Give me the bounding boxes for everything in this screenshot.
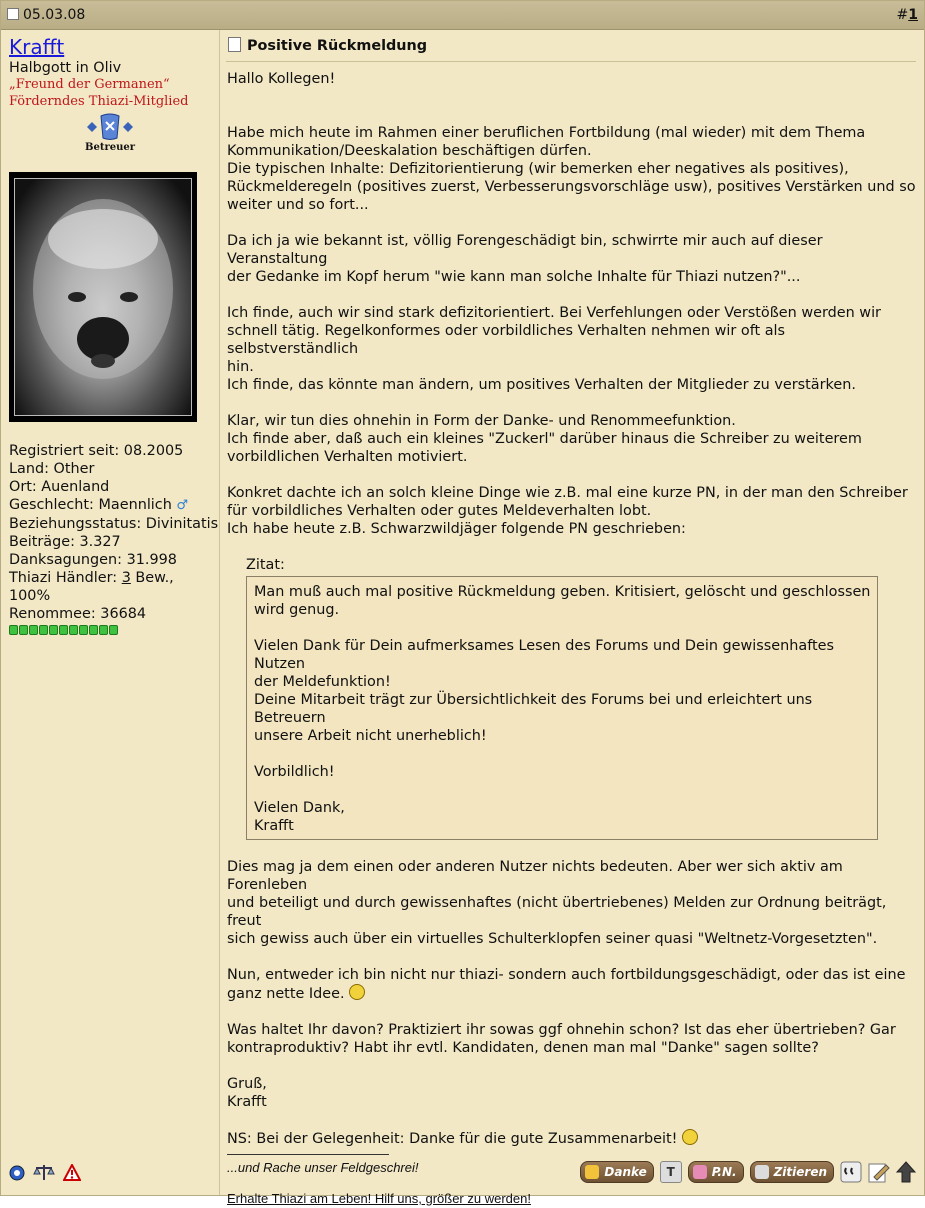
report-warning-icon[interactable] — [63, 1164, 81, 1182]
scroll-top-arrow-icon[interactable] — [896, 1161, 916, 1183]
stat-danksagungen: Danksagungen: 31.998 — [9, 552, 177, 568]
user-avatar — [9, 172, 197, 422]
user-rank: „Freund der Germanen“ — [9, 77, 170, 92]
user-action-icons — [9, 1164, 81, 1182]
stat-haendler-percent: 100% — [9, 588, 51, 604]
multi-quote-icon[interactable] — [840, 1161, 862, 1183]
quote-label: Zitat: — [246, 557, 285, 573]
quote-icon — [755, 1165, 769, 1179]
signature-line: ...und Rache unser Feldgeschrei! — [227, 1160, 419, 1175]
post-action-buttons — [580, 1161, 916, 1183]
thumbs-up-icon — [585, 1165, 599, 1179]
post-number-link[interactable]: 1 — [908, 7, 918, 23]
post-content-panel — [220, 30, 924, 1206]
paragraph: Klar, wir tun dies ohnehin in Form der Danke- und Renommeefunktion. Ich finde aber, daß auch ein kleines "Zuckerl" darüber hinaus die Schreiber zu weiterem vorbildlichen Verhalten motiviert. — [227, 413, 862, 465]
signature-divider — [227, 1154, 389, 1155]
stat-geschlecht: Geschlecht: Maennlich ♂ — [9, 497, 189, 513]
betreuer-badge-icon: Betreuer — [79, 112, 141, 156]
post-header — [1, 1, 924, 30]
signature-link[interactable]: Erhalte Thiazi am Leben! Hilf uns, größer zu werden! — [227, 1191, 531, 1206]
pn-button[interactable]: P.N. — [688, 1161, 744, 1183]
zitieren-button[interactable]: Zitieren — [750, 1161, 834, 1183]
paragraph: Ich finde, auch wir sind stark defizitorientiert. Bei Verfehlungen oder Verstößen werden wir schnell tätig. Regelkonformes oder vorbildliches Verhalten nehmen wir oft als selbstverständlich hin. Ich finde, das könnte man ändern, um positives Verhalten der Mitglieder zu verstärken. — [227, 305, 881, 393]
male-icon: ♂ — [176, 498, 189, 513]
renommee-bar — [9, 625, 219, 635]
thumbs-up-smiley-icon — [682, 1129, 698, 1145]
user-rank-member: Förderndes Thiazi-Mitglied — [9, 94, 189, 109]
user-stats — [9, 442, 219, 635]
online-status-icon[interactable] — [9, 1165, 25, 1181]
paragraph: Habe mich heute im Rahmen einer beruflichen Fortbildung (mal wieder) mit dem Thema Kommunikation/Deeskalation beschäftigen dürfen. Die typischen Inhalte: Defizitorientierung (wir bemerken eher negatives als positives), Rückmelderegeln (positives zuerst, Verbesserungsvorschläge usw), positives Verstärken und so weiter und so fort... — [227, 125, 916, 213]
stat-land: Land: Other — [9, 461, 95, 477]
user-title: Halbgott in Oliv — [9, 60, 122, 76]
document-icon — [228, 37, 241, 52]
stat-renommee: Renommee: 36684 — [9, 606, 147, 622]
stat-registered: Registriert seit: 08.2005 — [9, 443, 184, 459]
private-message-icon — [693, 1165, 707, 1179]
user-info-panel — [1, 30, 220, 1195]
paragraph: Konkret dachte ich an solch kleine Dinge wie z.B. mal eine kurze PN, in der man den Schreiber für vorbildliches Verhalten oder gutes Meldeverhalten lobt. Ich habe heute z.B. Schwarzwildjäger folgende PN geschrieben: — [227, 485, 908, 537]
quote-box: Man muß auch mal positive Rückmeldung geben. Kritisiert, gelöscht und geschlossen wird genug. Vielen Dank für Dein aufmerksames Lesen des Forums und Dein gewissenhaftes Nutzen der Meldefunktion! Deine Mitarbeit trägt zur Übersichtlichkeit des Forums bei und erleichtert uns Betreuern unsere Arbeit nicht unerheblich! Vorbildlich! Vielen Dank, Krafft — [246, 576, 878, 840]
post-title: Positive Rückmeldung — [228, 37, 427, 54]
stat-beziehung: Beziehungsstatus: Divinitatis — [9, 516, 219, 532]
stat-ort: Ort: Auenland — [9, 479, 110, 495]
paragraph: Da ich ja wie bekannt ist, völlig Forengeschädigt bin, schwirrte mir auch auf dieser Veranstaltung der Gedanke im Kopf herum "wie kann man solche Inhalte für Thiazi nutzen?"... — [227, 233, 823, 285]
stat-haendler: Thiazi Händler: 3 Bew., — [9, 570, 174, 586]
post-number: #1 — [896, 7, 918, 23]
paragraph: Was haltet Ihr davon? Praktiziert ihr sowas ggf ohnehin schon? Ist das eher übertrieben? Gar kontraproduktiv? Habt ihr evtl. Kandidaten, denen man mal "Danke" sagen sollte? — [227, 1022, 896, 1056]
post-body — [227, 70, 917, 1208]
paragraph: Dies mag ja dem einen oder anderen Nutzer nichts bedeuten. Aber wer sich aktiv am Forenleben und beteiligt und durch gewissenhaftes (nicht übertriebenes) Melden zur Ordnung beiträgt, freut sich gewiss auch über ein virtuelles Schulterklopfen seiner quasi "Weltnetz-Vorgesetzten". — [227, 859, 887, 947]
paragraph: NS: Bei der Gelegenheit: Danke für die gute Zusammenarbeit! — [227, 1129, 917, 1148]
stat-beitraege: Beiträge: 3.327 — [9, 534, 121, 550]
haendler-bewertung-link[interactable]: 3 — [121, 570, 131, 586]
post-greeting-closing: Gruß, Krafft — [227, 1076, 267, 1110]
danke-button[interactable]: Danke — [580, 1161, 653, 1183]
scales-icon[interactable] — [33, 1164, 55, 1182]
post-greeting: Hallo Kollegen! — [227, 71, 336, 87]
edit-icon[interactable] — [868, 1161, 890, 1183]
text-icon[interactable]: T — [660, 1161, 682, 1183]
paragraph: Nun, entweder ich bin nicht nur thiazi- sondern auch fortbildungsgeschädigt, oder das ist eine ganz nette Idee. — [227, 967, 906, 1002]
title-divider — [226, 61, 916, 62]
quote-block — [246, 556, 917, 840]
post-status-icon — [7, 8, 19, 20]
post-date: 05.03.08 — [7, 7, 85, 23]
username-link[interactable]: Krafft — [9, 35, 65, 59]
smiley-icon — [349, 984, 365, 1000]
